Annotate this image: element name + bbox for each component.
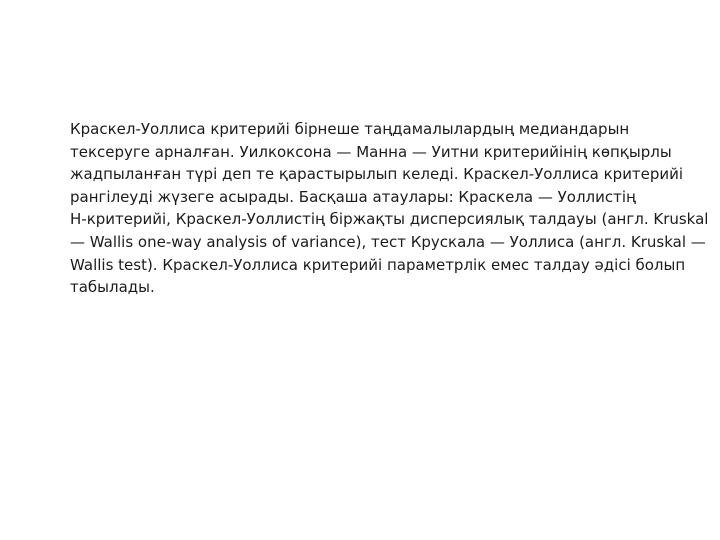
paragraph-line: — Wallis one-way analysis of variance), тест Крускала — Уоллиса (англ. Kruskal — [70, 232, 706, 251]
paragraph-line: тексеруге арналған. Уилкоксона — Манна — Уитни критерийінің көпқырлы [70, 142, 672, 161]
paragraph-line: рангілеуді жүзеге асырады. Басқаша атаулары: Краскела — Уоллистің [70, 187, 636, 206]
paragraph-line: Н-критерийі, Краскел-Уоллистің біржақты дисперсиялық талдауы (англ. Kruskal [70, 210, 709, 229]
paragraph-line: табылады. [70, 278, 155, 297]
paragraph-line: Wallis test). Краскел-Уоллиса критерийі параметрлік емес талдау әдісі болып [70, 255, 686, 274]
paragraph-line: Краскел-Уоллиса критерийі бірнеше таңдамалылардың медиандарын [70, 120, 630, 138]
body-paragraph [70, 118, 709, 299]
paragraph-line: жадпыланған түрі деп те қарастырылып келеді. Краскел-Уоллиса критерийі [70, 165, 684, 184]
